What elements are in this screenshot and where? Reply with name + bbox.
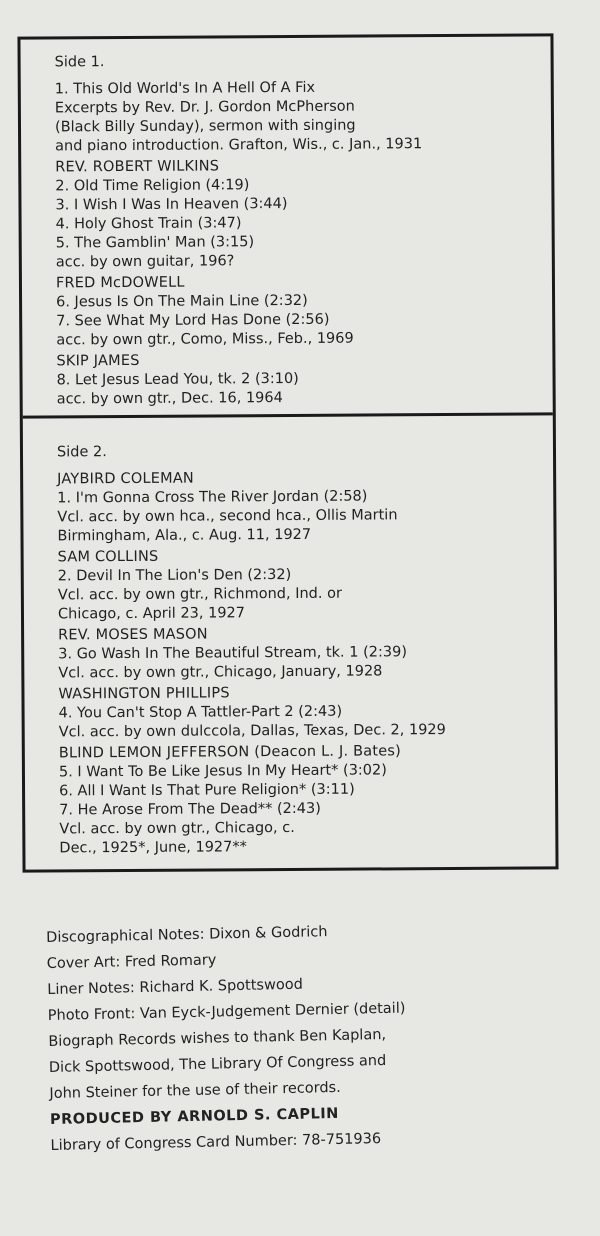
side-1-line: (Black Billy Sunday), sermon with singing: [54, 117, 356, 136]
side-2-list: [57, 468, 447, 858]
track-line: 7. See What My Lord Has Done (2:56): [56, 311, 330, 330]
side-1-section: [55, 51, 424, 409]
track-line: 3. Go Wash In The Beautiful Stream, tk. 1 (2:39): [58, 644, 408, 663]
side-divider: [23, 412, 553, 418]
track-line: 4. Holy Ghost Train (3:47): [55, 215, 242, 233]
recording-note: acc. by own guitar, 196?: [55, 253, 235, 271]
track-line: 2. Old Time Religion (4:19): [55, 177, 250, 195]
artist-name: JAYBIRD COLEMAN: [57, 470, 195, 488]
photo-front-credit: Photo Front: Van Eyck-Judgement Dernier (detail): [47, 1000, 406, 1024]
recording-note: Birmingham, Ala., c. Aug. 11, 1927: [57, 526, 312, 545]
track-list-box: [17, 33, 558, 872]
side-2-title: Side 2.: [56, 444, 107, 461]
artist-name: BLIND LEMON JEFFERSON (Deacon L. J. Bates): [58, 743, 401, 762]
discographical-notes: Discographical Notes: Dixon & Godrich: [46, 924, 328, 946]
library-card-number: Library of Congress Card Number: 78-751936: [50, 1131, 382, 1154]
recording-note: Vcl. acc. by own gtr., Chicago, c.: [59, 819, 295, 838]
track-line: 7. He Arose From The Dead** (2:43): [59, 800, 321, 819]
artist-name: FRED McDOWELL: [55, 274, 185, 292]
track-line: 5. The Gamblin' Man (3:15): [55, 234, 255, 252]
side-2-section: [57, 441, 447, 858]
track-line: 4. You Can't Stop A Tattler-Part 2 (2:43): [58, 703, 343, 722]
recording-note: Vcl. acc. by own gtr., Richmond, Ind. or: [57, 585, 342, 604]
artist-name: REV. ROBERT WILKINS: [55, 158, 220, 176]
track-line: 2. Devil In The Lion's Den (2:32): [57, 566, 292, 585]
side-1-line: Excerpts by Rev. Dr. J. Gordon McPherson: [54, 98, 355, 117]
track-line: 6. All I Want Is That Pure Religion* (3:11): [59, 781, 355, 800]
liner-notes-credit: Liner Notes: Richard K. Spottswood: [47, 976, 303, 998]
track-line: 8. Let Jesus Lead You, tk. 2 (3:10): [56, 370, 299, 389]
recording-note: Vcl. acc. by own dulccola, Dallas, Texas, Dec. 2, 1929: [58, 722, 446, 741]
side-1-line: and piano introduction. Grafton, Wis., c. Jan., 1931: [55, 136, 423, 155]
side-1-title: Side 1.: [54, 54, 105, 71]
artist-name: SAM COLLINS: [57, 548, 159, 566]
thanks-line: Dick Spottswood, The Library Of Congress and: [48, 1052, 387, 1076]
recording-note: Vcl. acc. by own hca., second hca., Ollis Martin: [57, 507, 398, 526]
artist-name: WASHINGTON PHILLIPS: [58, 685, 230, 703]
track-line: 3. I Wish I Was In Heaven (3:44): [55, 195, 288, 214]
recording-note: Chicago, c. April 23, 1927: [57, 605, 246, 623]
track-line: 1. I'm Gonna Cross The River Jordan (2:58): [57, 488, 368, 507]
producer-credit: PRODUCED BY ARNOLD S. CAPLIN: [49, 1105, 339, 1128]
track-line: 6. Jesus Is On The Main Line (2:32): [56, 292, 308, 311]
thanks-line: Biograph Records wishes to thank Ben Kaplan,: [48, 1026, 387, 1050]
side-1-list: [55, 78, 424, 409]
credits-section: [46, 921, 408, 1162]
recording-note: acc. by own gtr., Dec. 16, 1964: [56, 390, 283, 408]
cover-art-credit: Cover Art: Fred Romary: [46, 952, 217, 972]
track-line: 5. I Want To Be Like Jesus In My Heart* (3:02): [58, 762, 387, 781]
recording-note: acc. by own gtr., Como, Miss., Feb., 1969: [56, 330, 354, 349]
artist-name: REV. MOSES MASON: [58, 626, 208, 644]
thanks-line: John Steiner for the use of their records.: [49, 1079, 341, 1102]
side-1-line: 1. This Old World's In A Hell Of A Fix: [54, 79, 316, 98]
recording-note: Vcl. acc. by own gtr., Chicago, January, 1928: [58, 663, 383, 682]
artist-name: SKIP JAMES: [56, 352, 140, 370]
recording-note: Dec., 1925*, June, 1927**: [59, 839, 247, 857]
